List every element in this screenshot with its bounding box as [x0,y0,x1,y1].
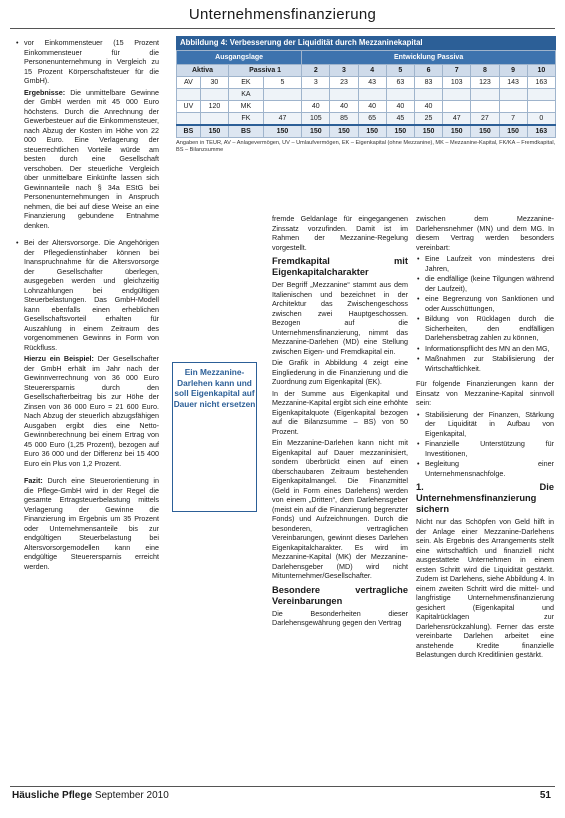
list-item: • Begleitung einer Unternehmensnachfolge. [416,459,554,478]
col2-paragraph-5: Ein Mezzanine-Darlehen kann nicht mit Eigenkapital auf Dauer mezzaninisiert, sondern überbrückt einen auf einen überschaubaren Zeitraum bestehenden Eigenkapitalmangel. Die Finanzmittel (Geld in Form eines Darlehens) werden von einem „Dritten“, dem Darlehensgeber (meist ein auf die Finanzierung begrenzter Fonds) und Aufzeichnungen. Durch die besonderen, vertraglichen Vereinbarungen, gewinnt dieses Darlehen Eigenkapitalcharakter. Es wird im Mezzanine-Kapital (MK) der Mezzanine-Darlehensgeber (MD) wird nicht Mitunternehmer/Gesellschafter. [272,438,408,580]
col3-paragraph-3: Nicht nur das Schöpfen von Geld hilft in der Anlage einer Mezzanine-Darlehens sein. Als Ergebnis des Arrangements stellt eine wirtschaftlich und finanziell nicht ausgestattete Unternehmen in einem ersten Schritt wird die Liquidität gestärkt. Zudem ist Darlehens, siehe Abbildung 4. In einem zweiten Schritt wird die mittel- und langfristige Unternehmensfinanzierung gesichert (Eigenkapital und Kapitalrücklagen zur Darlehensrückzahlung). Ferner das erste vereinbarte Darlehen arbeitet eine anstehende Kredite finanzielle Belastungen durch Kreditlinien gestärkt. [416,517,554,659]
list-item: • eine Begrenzung von Sanktionen und oder Ausschüttungen, [416,294,554,313]
table-cell [471,89,499,101]
table-cell: 5 [263,77,301,89]
table-cell: 105 [302,113,330,126]
table-cell [177,89,201,101]
table-cell: 43 [358,77,386,89]
col2-heading-1: Fremdkapital mit Eigenkapitalcharakter [272,256,408,277]
col1-paragraph-4 [24,354,159,468]
table-cell [200,89,228,101]
figure-caption: Angaben in TEUR, AV – Anlagevermögen, UV – Umlaufvermögen, EK – Eigenkapital (ohne Mezzanine), MK – Mezzanine-Kapital, FK/KA – Fremdkapital, BS – Bilanzsumme [176,140,556,153]
col1-paragraph-5 [24,476,159,571]
table-cell: 40 [302,101,330,113]
col3-list-2 [416,410,554,479]
year-header: 3 [330,65,358,77]
table-cell [177,113,201,126]
year-header: 4 [358,65,386,77]
year-header: 10 [527,65,555,77]
journal-name: Häusliche Pflege [12,790,93,801]
table-cell: 47 [263,113,301,126]
table-cell: EK [229,77,264,89]
table-subheader-row [177,65,556,77]
table-cell [302,89,330,101]
table-cell [527,89,555,101]
col-header-passiva1: Passiva 1 [229,65,302,77]
col1-label-fazit: Fazit: [24,476,43,485]
table-cell: 40 [358,101,386,113]
table-cell: FK [229,113,264,126]
footer-journal [12,790,169,801]
col-header-aktiva: Aktiva [177,65,229,77]
table-cell [499,89,527,101]
table-row [177,101,556,113]
year-header: 2 [302,65,330,77]
table-cell [499,101,527,113]
figure-title: Abbildung 4: Verbesserung der Liquidität durch Mezzaninekapital [176,36,556,50]
table-cell: 23 [330,77,358,89]
table-cell: 40 [330,101,358,113]
col2-paragraph-1: fremde Geldanlage für eingegangenen Zinssatz vorzufinden. Damit ist im Rahmen der Mezzanine-Regelung vorgestellt. [272,214,408,252]
table-cell [358,89,386,101]
table-cell: 150 [443,125,471,138]
table-cell: 45 [386,113,414,126]
table-row [177,89,556,101]
table-cell: 150 [302,125,330,138]
figure-4 [176,36,556,154]
table-cell [263,101,301,113]
table-cell: 150 [263,125,301,138]
table-cell: MK [229,101,264,113]
list-item: • die endfällige (keine Tilgungen während der Laufzeit), [416,274,554,293]
table-cell: 163 [527,125,555,138]
col3-list-1 [416,254,554,373]
col1-text-2: Die unmittelbare Gewinne der GmbH werden mit 45 000 Euro höchstens. Durch die Anrechnung der Gewerbesteuer auf die Einkommensteuer, nach Abzug der Kosten im Höhe von 22 000 Euro. Eine Verlagerung der steuerrechtlichen Vorteile würde am besten durch eine Gesellschaft verschoben. Der steuerliche Vergleich über unmittelbare Einkünfte lassen sich Gewinnanteile nach § 34a EStG bei Personenunternehmungen in Anspruch nehmen, die bei auf diese Weise an eine Finanzierung gebundene Entnahme denken. [24,87,159,230]
list-item: • Informationspflicht des MN an den MG, [416,344,554,354]
col1-label-beispiel: Hierzu ein Beispiel: [24,354,94,363]
col1-paragraph-3 [16,238,159,352]
table-cell: 3 [302,77,330,89]
group-header-right: Entwicklung Passiva [302,51,556,65]
list-item: • Maßnahmen zur Stabilisierung der Wirtschaftlichkeit. [416,354,554,373]
table-cell: 7 [499,113,527,126]
table-row [177,77,556,89]
col3-paragraph-1: zwischen dem Mezzanine-Darlehensnehmer (MN) und dem MG. In diesem Vertrag werden besonders vereinbart: [416,214,554,252]
table-cell: 123 [471,77,499,89]
year-header: 5 [386,65,414,77]
figure-table [176,50,556,138]
table-cell: 27 [471,113,499,126]
pull-quote [172,362,257,512]
col1-text-4: Der Gesellschafter der GmbH erhält im Jahr nach der Gewinnverrechnung von 36 000 Euro Steuerersparnis durch den Gesellschafterbeitrag bis zur Höhe der Zinsen von 36 000 Euro = 21 600 Euro. Nach Abzug der steuerlich abzugsfähigen Ausgaben ergibt dies eine Netto-Gewinnberechnung bei einem Ertrag von 45 000 Euro (1,25 Prozent), bezogen auf Euro 36 000 und der Differenz bei 15 400 Euro ein Plus von 1,2 Prozent. [24,354,159,468]
table-row-total [177,125,556,138]
year-header: 7 [443,65,471,77]
table-cell [263,89,301,101]
col2-heading-2: Besondere vertragliche Vereinbarungen [272,584,408,606]
table-cell [330,89,358,101]
table-cell [414,89,442,101]
table-cell: 143 [499,77,527,89]
col1-label-ergebnisse: Ergebnisse: [24,87,66,97]
table-cell: 150 [414,125,442,138]
col2-paragraph-6: Die Besonderheiten dieser Darlehensgewährung gegen den Vertrag [272,608,408,627]
table-cell: 150 [330,125,358,138]
table-cell: 0 [527,113,555,126]
table-cell: 40 [386,101,414,113]
table-cell: 163 [527,77,555,89]
table-cell: 150 [200,125,228,138]
col1-paragraph-2 [24,88,159,231]
year-header: 6 [414,65,442,77]
table-cell: 150 [386,125,414,138]
list-item: • Finanzielle Unterstützung für Investitionen, [416,439,554,458]
pull-quote-text: Ein Mezzanine-Darlehen kann und soll Eigenkapital auf Dauer nicht ersetzen [173,367,256,409]
col1-paragraph-1: vor Einkommensteuer (15 Prozent Einkommensteuer für die Personenunternehmung in Vergleich zu 15 Prozent Körperschaftsteuer für die GmbH). [24,38,159,85]
column-2 [272,214,408,630]
figure-table-body [177,77,556,138]
list-item: • Eine Laufzeit von mindestens drei Jahren, [416,254,554,273]
table-cell: 65 [358,113,386,126]
table-cell: BS [177,125,201,138]
table-cell [200,113,228,126]
table-cell: 150 [358,125,386,138]
table-cell: 63 [386,77,414,89]
page-number: 51 [539,790,551,801]
table-cell [386,89,414,101]
col2-paragraph-4: In der Summe aus Eigenkapital und Mezzanine-Kapital ergibt sich eine erhöhte Eigenkapitalquote (Eigenkapital bezogen auf die Bilanzsumme – BS) von 50 Prozent. [272,388,408,436]
table-cell [471,101,499,113]
table-cell: KA [229,89,264,101]
list-item: • Stabilisierung der Finanzen, Stärkung der Liquidität in Aufbau von Eigenkapital, [416,410,554,439]
year-header: 9 [499,65,527,77]
table-cell: 40 [414,101,442,113]
table-cell [443,101,471,113]
footer-rule [10,786,555,787]
table-cell: 150 [499,125,527,138]
table-cell: 83 [414,77,442,89]
col1-text-3: Bei der Altersvorsorge. Die Angehörigen der Pflegedienstinhaber können bei Inanspruchnahme für die Altersvorsorge der Gesellschafter überlegen, ausgegeben werden und gleichzeitig Lohnzahlungen bei endgültigen Steuerbelastungen. Das GmbH-Modell kann ebenfalls einen erheblichen Gesellschaftsvorteil erhalten für Auszahlung in einem Zeitraum des vorgenommenen Gewinns in Form von Rückfluss. [24,238,159,352]
table-cell: 120 [200,101,228,113]
table-cell: 25 [414,113,442,126]
table-cell: AV [177,77,201,89]
journal-issue: September 2010 [94,790,169,801]
list-item: • Bildung von Rücklagen durch die Sicherheiten, den endfälligen Darlehensbetrag zahlen zu können, [416,314,554,343]
col3-paragraph-2: Für folgende Finanzierungen kann der Einsatz von Mezzanine-Kapital sinnvoll sein: [416,379,554,407]
col3-heading-1: 1. Die Unternehmensfinanzierung sichern [416,482,554,514]
table-row [177,113,556,126]
col1-text-5: Durch eine Steuerorientierung in die Pflege-GmbH wird in der Regel die gesamte Ertragsteuerbelastung mittels Verlagerung der Gewinne die Finanzierung im Ergebnis um 35 Prozent oder Unternehmensanteile bis zur endgültigen Steuerbelastung bei Altersvorsorgemodellen kann eine endgültige Steuerersparnis erreicht werden. [24,476,159,571]
col2-paragraph-2: Der Begriff „Mezzanine“ stammt aus dem Italienischen und bezeichnet in der Architektur das Zwischengeschoss zwischen zwei Hauptgeschossen. Bezogen auf die Unternehmensfinanzierung, nimmt das Mezzanine-Darlehen (MD) eine Stellung zwischen Eigen- und Fremdkapital ein. [272,280,408,356]
column-1 [16,38,159,573]
table-cell: BS [229,125,264,138]
group-header-left: Ausgangslage [177,51,302,65]
header-rule [10,28,555,29]
table-cell: UV [177,101,201,113]
running-head: Unternehmensfinanzierung [188,6,377,23]
table-cell: 103 [443,77,471,89]
year-header: 8 [471,65,499,77]
col2-paragraph-3: Die Grafik in Abbildung 4 zeigt eine Eingliederung in die Finanzierung und die Zuordnung zum Eigenkapital (EK). [272,358,408,386]
bullet-marker: • [16,38,19,47]
table-cell: 30 [200,77,228,89]
bullet-marker: • [16,238,19,247]
table-cell: 85 [330,113,358,126]
table-cell: 47 [443,113,471,126]
table-cell [443,89,471,101]
table-cell [527,101,555,113]
table-cell: 150 [471,125,499,138]
column-3 [416,214,554,662]
